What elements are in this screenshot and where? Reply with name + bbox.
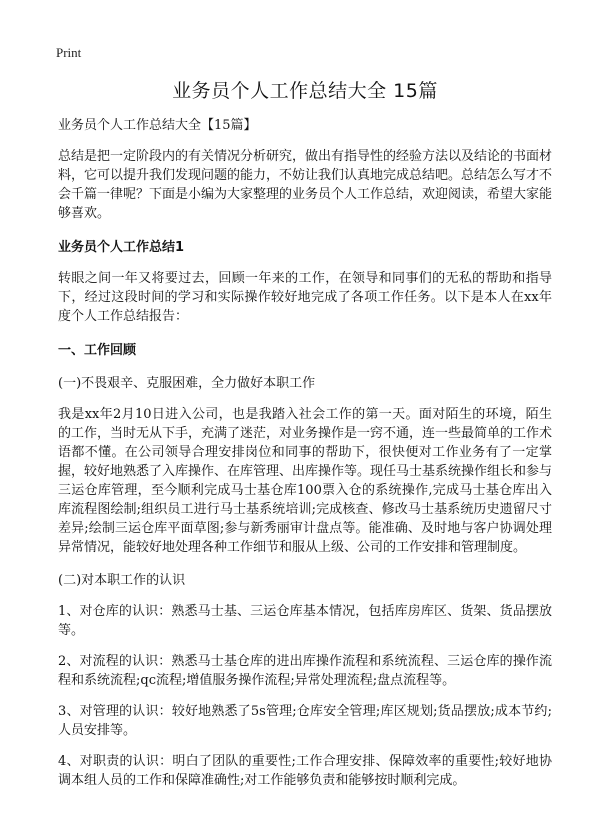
print-link[interactable]: Print	[56, 45, 82, 60]
work-review-paragraph: 我是xx年2月10日进入公司，也是我踏入社会工作的第一天。面对陌生的环境，陌生的工作，当时无从下手，充满了迷茫，对业务操作是一窍不通，连一些最简单的工作术语都不懂。在公司领导合理安排岗位和同事的帮助下，很快便对工作业务有了一定掌握，较好地熟悉了入库操作、在库管理、出库操作等。现任马士基系统操作组长和参与三运仓库管理，至今顺利完成马士基仓库100票入仓的系统操作,完成马士基仓库出入库流程图绘制;组织员工进行马士基系统培训;完成核查、修改马士基系统历史遗留尺寸差异;绘制三运仓库平面草图;参与新秀丽审计盘点等。能准确、及时地与客户协调处理异常情况，能较好地处理各种工作细节和服从上级、公司的工作安排和管理制度。	[58, 407, 553, 555]
document-title: 业务员个人工作总结大全 15篇	[172, 80, 438, 102]
section1-intro-paragraph: 转眼之间一年又将要过去，回顾一年来的工作，在领导和同事们的无私的帮助和指导下，经过这段时间的学习和实际操作较好地完成了各项工作任务。以下是本人在xx年度个人工作总结报告：	[58, 271, 552, 324]
list-item-process: 2、对流程的认识：熟悉马士基仓库的进出库操作流程和系统流程、三运仓库的操作流程和系统流程;qc流程;增值服务操作流程;异常处理流程;盘点流程等。	[58, 654, 552, 688]
document-subtitle: 业务员个人工作总结大全【15篇】	[58, 118, 257, 133]
list-item-duties: 4、对职责的认识：明白了团队的重要性;工作合理安排、保障效率的重要性;较好地协调本组人员的工作和保障准确性;对工作能够负责和能够按时顺利完成。	[58, 754, 552, 788]
section-heading-1: 业务员个人工作总结1	[58, 240, 185, 255]
list-item-management: 3、对管理的认识：较好地熟悉了5s管理;仓库安全管理;库区规划;货品摆放;成本节约;人员安排等。	[58, 704, 552, 738]
sub-heading-1: (一)不畏艰辛、克服困难，全力做好本职工作	[58, 376, 316, 391]
sub-heading-2: (二)对本职工作的认识	[58, 573, 186, 588]
list-item-warehouse: 1、对仓库的认识：熟悉马士基、三运仓库基本情况，包括库房库区、货架、货品摆放等。	[58, 604, 552, 638]
part-heading-work-review: 一、工作回顾	[58, 343, 137, 358]
intro-paragraph: 总结是把一定阶段内的有关情况分析研究，做出有指导性的经验方法以及结论的书面材料，它可以提升我们发现问题的能力，不妨让我们认真地完成总结吧。总结怎么写才不会千篇一律呢？下面是小编为大家整理的业务员个人工作总结，欢迎阅读，希望大家能够喜欢。	[58, 149, 553, 221]
